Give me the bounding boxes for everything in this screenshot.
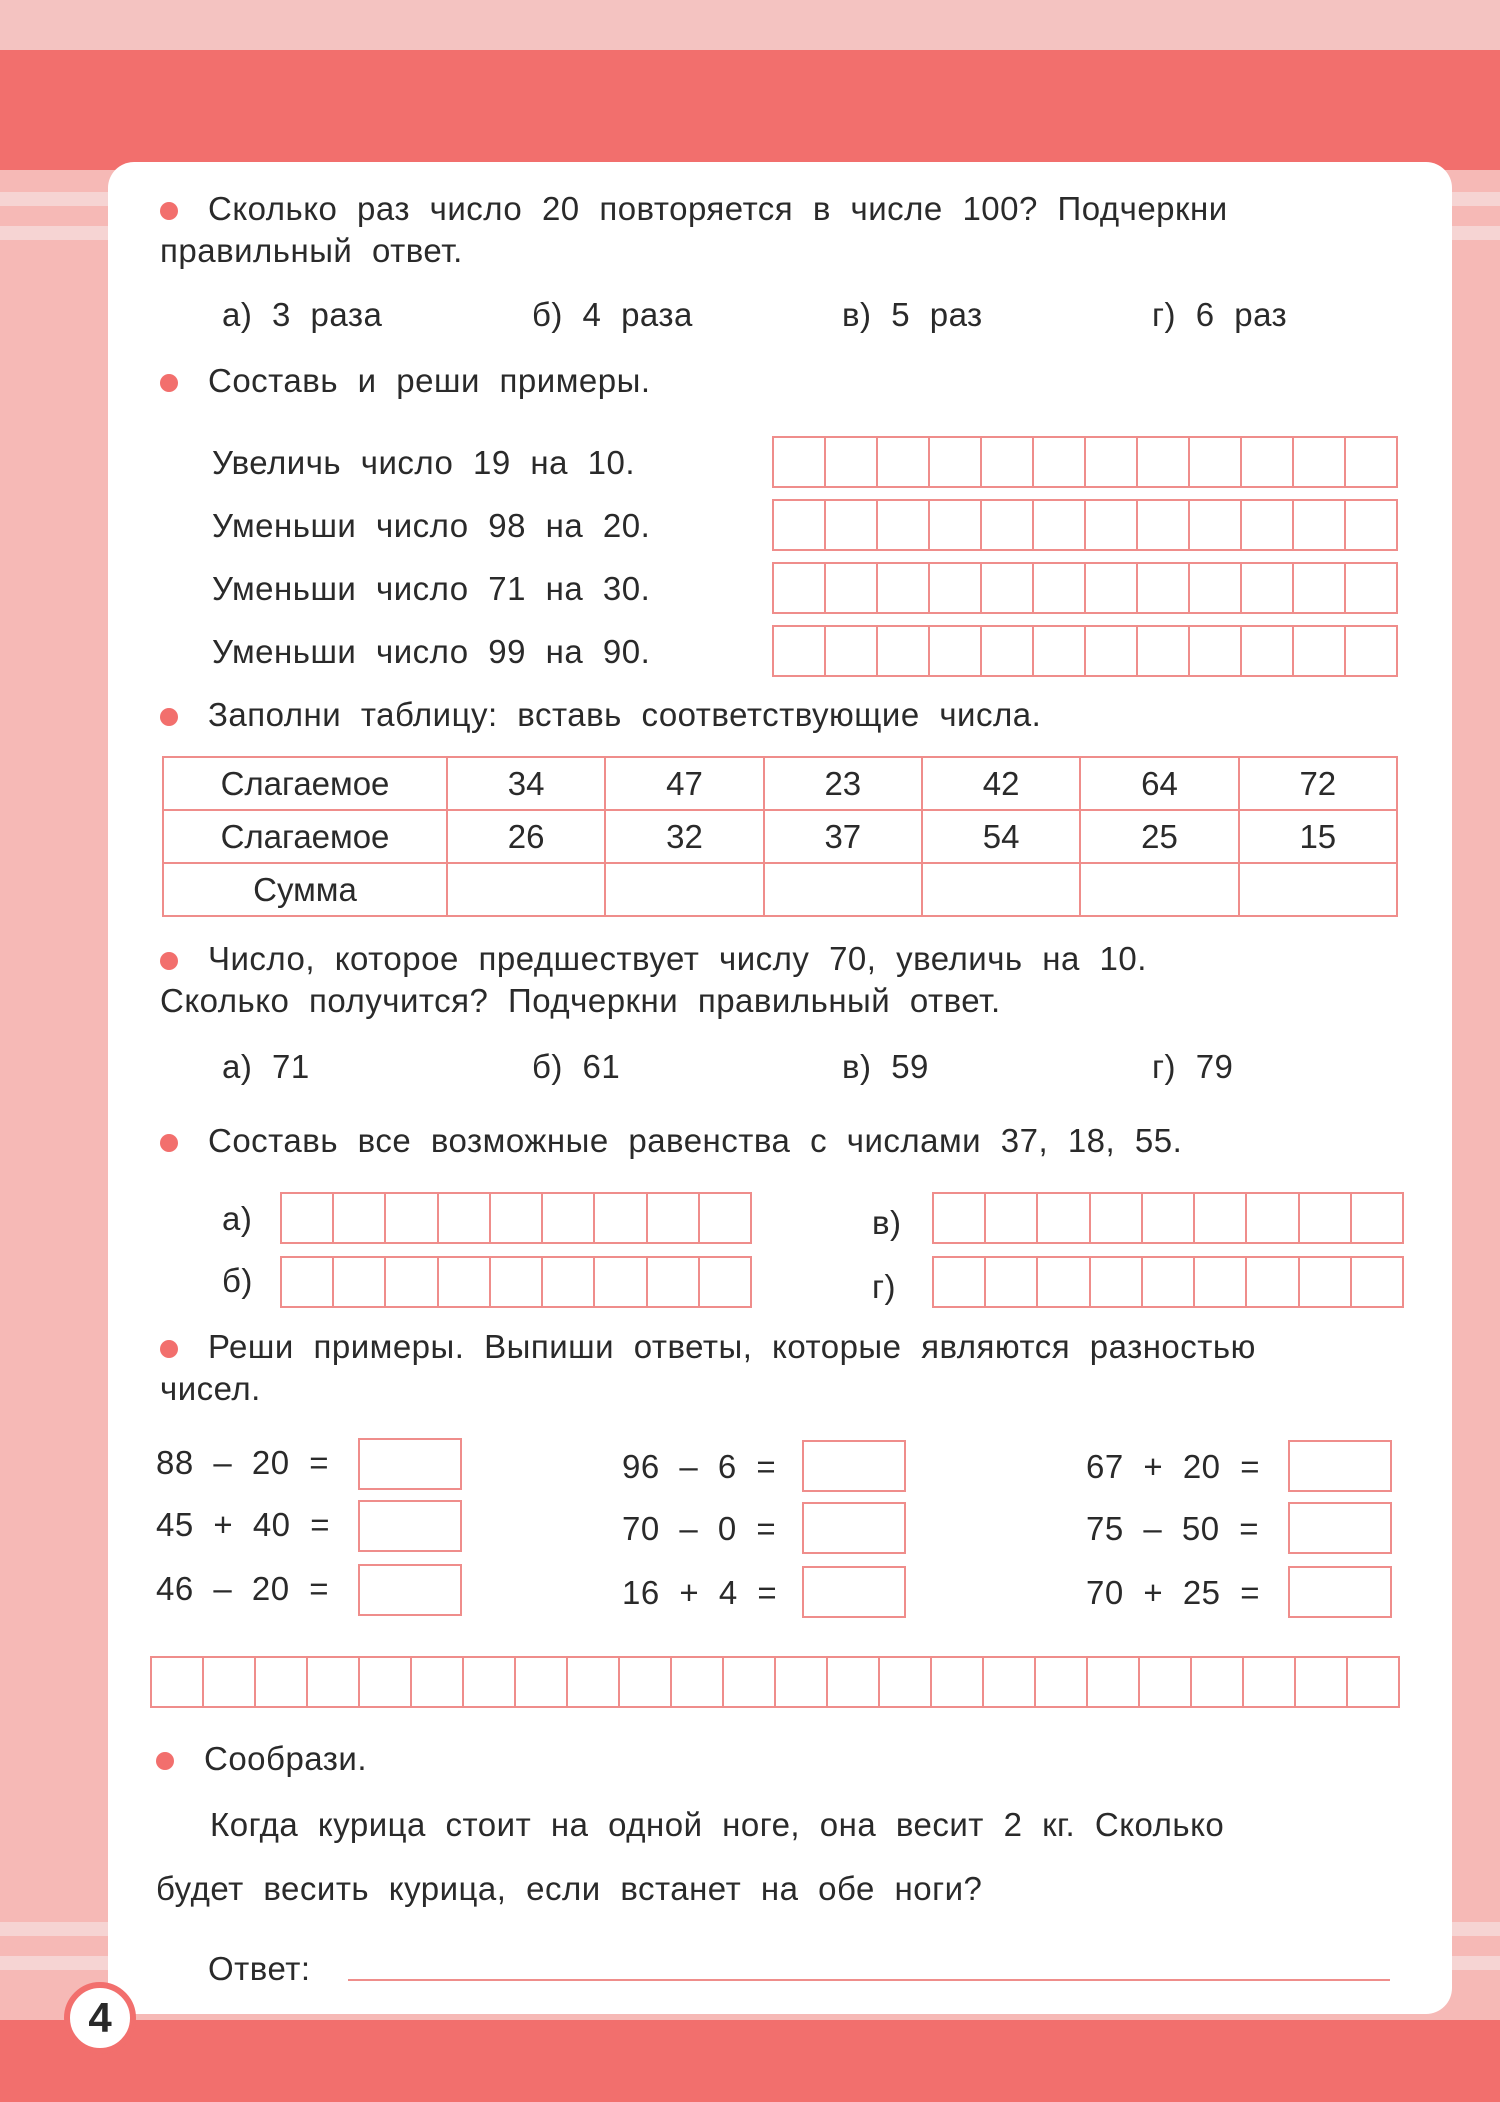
answer-cell[interactable] bbox=[984, 1658, 1036, 1706]
answer-cell[interactable] bbox=[543, 1258, 595, 1306]
answer-cell[interactable] bbox=[256, 1658, 308, 1706]
answer-cell[interactable] bbox=[1034, 627, 1086, 675]
table-cell: 15 bbox=[1239, 810, 1397, 863]
answer-cell[interactable] bbox=[1086, 564, 1138, 612]
sum-cell[interactable] bbox=[1080, 863, 1238, 916]
answer-cell[interactable] bbox=[1038, 1258, 1090, 1306]
example: 96 – 6 = bbox=[622, 1448, 777, 1485]
answer-label: Ответ: bbox=[208, 1950, 311, 1987]
table-cell: 34 bbox=[447, 757, 605, 810]
answer-cell[interactable] bbox=[1294, 564, 1346, 612]
answer-cell[interactable] bbox=[1294, 438, 1346, 486]
answer-box[interactable] bbox=[358, 1438, 462, 1490]
answer-cell[interactable] bbox=[826, 438, 878, 486]
answer-cell[interactable] bbox=[1296, 1658, 1348, 1706]
answer-cell[interactable] bbox=[982, 564, 1034, 612]
task2-row-3: Уменьши число 71 на 30. bbox=[212, 570, 651, 607]
bullet-icon bbox=[156, 1752, 174, 1770]
table-cell: 72 bbox=[1239, 757, 1397, 810]
row-label: Слагаемое bbox=[163, 757, 447, 810]
answer-cell[interactable] bbox=[1242, 501, 1294, 549]
answer-cell[interactable] bbox=[1352, 1258, 1402, 1306]
task5-title: Составь все возможные равенства с числами 37, 18, 55. bbox=[208, 1122, 1183, 1159]
answer-cell[interactable] bbox=[1138, 627, 1190, 675]
task4-option-c[interactable]: в) 59 bbox=[842, 1048, 929, 1085]
bullet-icon bbox=[160, 952, 178, 970]
answer-box[interactable] bbox=[1288, 1566, 1392, 1618]
table-cell: 64 bbox=[1080, 757, 1238, 810]
bullet-icon bbox=[160, 1340, 178, 1358]
task4-line2: Сколько получится? Подчеркни правильный ответ. bbox=[160, 982, 1001, 1019]
answer-cell[interactable] bbox=[516, 1658, 568, 1706]
answer-cell[interactable] bbox=[1086, 438, 1138, 486]
answer-cell[interactable] bbox=[464, 1658, 516, 1706]
task1-line1: Сколько раз число 20 повторяется в числе 100? Подчеркни bbox=[208, 190, 1228, 227]
answer-cell[interactable] bbox=[334, 1194, 386, 1242]
answer-cell[interactable] bbox=[1346, 438, 1396, 486]
answer-cell[interactable] bbox=[568, 1658, 620, 1706]
answer-cell[interactable] bbox=[1190, 564, 1242, 612]
answer-cell[interactable] bbox=[986, 1258, 1038, 1306]
task7-line2: будет весить курица, если встанет на обе ноги? bbox=[156, 1870, 983, 1907]
sum-cell[interactable] bbox=[605, 863, 763, 916]
example: 88 – 20 = bbox=[156, 1444, 330, 1481]
answer-box[interactable] bbox=[802, 1440, 906, 1492]
answer-cell[interactable] bbox=[826, 564, 878, 612]
answer-cell[interactable] bbox=[1242, 438, 1294, 486]
answer-cell[interactable] bbox=[1294, 627, 1346, 675]
task7-title: Сообрази. bbox=[204, 1740, 368, 1777]
answer-cell[interactable] bbox=[672, 1658, 724, 1706]
answer-box[interactable] bbox=[802, 1566, 906, 1618]
answer-cell[interactable] bbox=[982, 501, 1034, 549]
answer-cell[interactable] bbox=[543, 1194, 595, 1242]
answer-cell[interactable] bbox=[1091, 1258, 1143, 1306]
equation-label-a: а) bbox=[222, 1200, 253, 1237]
answer-box[interactable] bbox=[358, 1500, 462, 1552]
task1-option-a[interactable]: а) 3 раза bbox=[222, 296, 383, 333]
example: 46 – 20 = bbox=[156, 1570, 330, 1607]
answer-cell[interactable] bbox=[1190, 438, 1242, 486]
task2-row-4: Уменьши число 99 на 90. bbox=[212, 633, 651, 670]
table-row bbox=[163, 757, 1397, 810]
answer-cell[interactable] bbox=[1038, 1194, 1090, 1242]
answer-cells[interactable] bbox=[772, 436, 1398, 488]
answer-cell[interactable] bbox=[491, 1194, 543, 1242]
answer-cell[interactable] bbox=[386, 1194, 438, 1242]
answer-cell[interactable] bbox=[776, 1658, 828, 1706]
task1-option-d[interactable]: г) 6 раз bbox=[1152, 296, 1288, 333]
answer-cell[interactable] bbox=[1244, 1658, 1296, 1706]
answer-cell[interactable] bbox=[491, 1258, 543, 1306]
answer-box[interactable] bbox=[1288, 1502, 1392, 1554]
answer-cell[interactable] bbox=[282, 1258, 334, 1306]
answer-cell[interactable] bbox=[1242, 564, 1294, 612]
task1-option-b[interactable]: б) 4 раза bbox=[532, 296, 693, 333]
answer-cell[interactable] bbox=[595, 1258, 647, 1306]
sum-cell[interactable] bbox=[922, 863, 1080, 916]
task3-title: Заполни таблицу: вставь соответствующие числа. bbox=[208, 696, 1042, 733]
table-cell: 25 bbox=[1080, 810, 1238, 863]
row-label: Слагаемое bbox=[163, 810, 447, 863]
answer-cell[interactable] bbox=[934, 1258, 986, 1306]
answer-cell[interactable] bbox=[439, 1258, 491, 1306]
answer-cell[interactable] bbox=[774, 627, 826, 675]
answer-cell[interactable] bbox=[1143, 1258, 1195, 1306]
answer-cell[interactable] bbox=[982, 627, 1034, 675]
answer-cell[interactable] bbox=[1034, 438, 1086, 486]
answer-cell[interactable] bbox=[1190, 627, 1242, 675]
answer-cell[interactable] bbox=[620, 1658, 672, 1706]
answer-cell[interactable] bbox=[1190, 501, 1242, 549]
table-cell: 26 bbox=[447, 810, 605, 863]
answer-cell[interactable] bbox=[878, 438, 930, 486]
answer-cells[interactable] bbox=[772, 499, 1398, 551]
row-label: Сумма bbox=[163, 863, 447, 916]
bullet-icon bbox=[160, 202, 178, 220]
equation-label-d: г) bbox=[872, 1268, 897, 1305]
answer-box[interactable] bbox=[358, 1564, 462, 1616]
answer-cell[interactable] bbox=[282, 1194, 334, 1242]
task2-row-1: Увеличь число 19 на 10. bbox=[212, 444, 636, 481]
task6-line2: чисел. bbox=[160, 1370, 261, 1407]
answer-cell[interactable] bbox=[1294, 501, 1346, 549]
sum-cell[interactable] bbox=[447, 863, 605, 916]
answer-cell[interactable] bbox=[878, 627, 930, 675]
background-bottom bbox=[0, 2020, 1500, 2102]
example: 67 + 20 = bbox=[1086, 1448, 1260, 1485]
answer-cell[interactable] bbox=[1195, 1258, 1247, 1306]
answer-cell[interactable] bbox=[648, 1194, 700, 1242]
answer-cell[interactable] bbox=[1247, 1258, 1299, 1306]
answer-cell[interactable] bbox=[826, 627, 878, 675]
example: 70 – 0 = bbox=[622, 1510, 777, 1547]
task1-line2: правильный ответ. bbox=[160, 232, 463, 269]
table-cell: 54 bbox=[922, 810, 1080, 863]
equation-label-c: в) bbox=[872, 1204, 902, 1241]
answer-cell[interactable] bbox=[930, 438, 982, 486]
task4-option-a[interactable]: а) 71 bbox=[222, 1048, 310, 1085]
table-cell: 32 bbox=[605, 810, 763, 863]
task7-line1: Когда курица стоит на одной ноге, она весит 2 кг. Сколько bbox=[210, 1806, 1225, 1843]
answer-cell[interactable] bbox=[1192, 1658, 1244, 1706]
answer-cell[interactable] bbox=[880, 1658, 932, 1706]
answer-cell[interactable] bbox=[1138, 438, 1190, 486]
sum-table bbox=[162, 756, 1398, 917]
answer-cell[interactable] bbox=[1247, 1194, 1299, 1242]
bullet-icon bbox=[160, 1134, 178, 1152]
sum-cell[interactable] bbox=[764, 863, 922, 916]
answer-cell[interactable] bbox=[1346, 627, 1396, 675]
background-top bbox=[0, 0, 1500, 50]
answer-cell[interactable] bbox=[878, 501, 930, 549]
table-cell: 23 bbox=[764, 757, 922, 810]
answer-cell[interactable] bbox=[360, 1658, 412, 1706]
answer-cell[interactable] bbox=[932, 1658, 984, 1706]
answer-cells[interactable] bbox=[280, 1256, 752, 1308]
table-cell: 47 bbox=[605, 757, 763, 810]
answer-cell[interactable] bbox=[930, 564, 982, 612]
answer-cell[interactable] bbox=[826, 501, 878, 549]
answer-cell[interactable] bbox=[1352, 1194, 1402, 1242]
answer-cell[interactable] bbox=[828, 1658, 880, 1706]
answer-cell[interactable] bbox=[1138, 564, 1190, 612]
answer-cell[interactable] bbox=[700, 1194, 750, 1242]
answer-cell[interactable] bbox=[1143, 1194, 1195, 1242]
task4-line1: Число, которое предшествует числу 70, увеличь на 10. bbox=[208, 940, 1147, 977]
answer-cell[interactable] bbox=[439, 1194, 491, 1242]
answer-line[interactable] bbox=[348, 1979, 1390, 1981]
example: 45 + 40 = bbox=[156, 1506, 330, 1543]
answer-cell[interactable] bbox=[648, 1258, 700, 1306]
answer-cell[interactable] bbox=[724, 1658, 776, 1706]
answer-cell[interactable] bbox=[700, 1258, 750, 1306]
answer-cell[interactable] bbox=[1195, 1194, 1247, 1242]
answer-cells[interactable] bbox=[932, 1256, 1404, 1308]
answer-cell[interactable] bbox=[1300, 1194, 1352, 1242]
answer-cell[interactable] bbox=[878, 564, 930, 612]
table-cell: 42 bbox=[922, 757, 1080, 810]
answer-cell[interactable] bbox=[1346, 501, 1396, 549]
answer-cell[interactable] bbox=[774, 564, 826, 612]
answer-cell[interactable] bbox=[595, 1194, 647, 1242]
answer-cells[interactable] bbox=[772, 625, 1398, 677]
answer-cells[interactable] bbox=[772, 562, 1398, 614]
bullet-icon bbox=[160, 708, 178, 726]
task1-option-c[interactable]: в) 5 раз bbox=[842, 296, 983, 333]
equation-label-b: б) bbox=[222, 1262, 253, 1299]
page-number: 4 bbox=[64, 1982, 136, 2054]
answer-cell[interactable] bbox=[204, 1658, 256, 1706]
answer-box[interactable] bbox=[802, 1502, 906, 1554]
answer-cell[interactable] bbox=[774, 501, 826, 549]
answer-cell[interactable] bbox=[152, 1658, 204, 1706]
answer-box[interactable] bbox=[1288, 1440, 1392, 1492]
answer-cell[interactable] bbox=[1300, 1258, 1352, 1306]
answer-cell[interactable] bbox=[1086, 501, 1138, 549]
bullet-icon bbox=[160, 374, 178, 392]
answer-cell[interactable] bbox=[986, 1194, 1038, 1242]
answer-cell[interactable] bbox=[1140, 1658, 1192, 1706]
answer-cells[interactable] bbox=[280, 1192, 752, 1244]
answer-cell[interactable] bbox=[1348, 1658, 1398, 1706]
answer-cells[interactable] bbox=[150, 1656, 1400, 1708]
task4-option-d[interactable]: г) 79 bbox=[1152, 1048, 1234, 1085]
answer-cell[interactable] bbox=[774, 438, 826, 486]
answer-cell[interactable] bbox=[930, 627, 982, 675]
answer-cell[interactable] bbox=[1034, 564, 1086, 612]
example: 16 + 4 = bbox=[622, 1574, 778, 1611]
table-row bbox=[163, 863, 1397, 916]
answer-cell[interactable] bbox=[1086, 627, 1138, 675]
answer-cell[interactable] bbox=[412, 1658, 464, 1706]
answer-cell[interactable] bbox=[982, 438, 1034, 486]
answer-cell[interactable] bbox=[386, 1258, 438, 1306]
answer-cell[interactable] bbox=[1088, 1658, 1140, 1706]
task2-title: Составь и реши примеры. bbox=[208, 362, 651, 399]
task4-option-b[interactable]: б) 61 bbox=[532, 1048, 621, 1085]
example: 75 – 50 = bbox=[1086, 1510, 1260, 1547]
answer-cell[interactable] bbox=[930, 501, 982, 549]
table-row bbox=[163, 810, 1397, 863]
answer-cell[interactable] bbox=[934, 1194, 986, 1242]
background-band bbox=[0, 50, 1500, 170]
answer-cell[interactable] bbox=[1138, 501, 1190, 549]
answer-cell[interactable] bbox=[308, 1658, 360, 1706]
answer-cell[interactable] bbox=[1034, 501, 1086, 549]
answer-cell[interactable] bbox=[334, 1258, 386, 1306]
table-cell: 37 bbox=[764, 810, 922, 863]
answer-cells[interactable] bbox=[932, 1192, 1404, 1244]
task6-line1: Реши примеры. Выпиши ответы, которые являются разностью bbox=[208, 1328, 1256, 1365]
sum-cell[interactable] bbox=[1239, 863, 1397, 916]
task2-row-2: Уменьши число 98 на 20. bbox=[212, 507, 651, 544]
answer-cell[interactable] bbox=[1036, 1658, 1088, 1706]
example: 70 + 25 = bbox=[1086, 1574, 1260, 1611]
answer-cell[interactable] bbox=[1242, 627, 1294, 675]
answer-cell[interactable] bbox=[1346, 564, 1396, 612]
answer-cell[interactable] bbox=[1091, 1194, 1143, 1242]
